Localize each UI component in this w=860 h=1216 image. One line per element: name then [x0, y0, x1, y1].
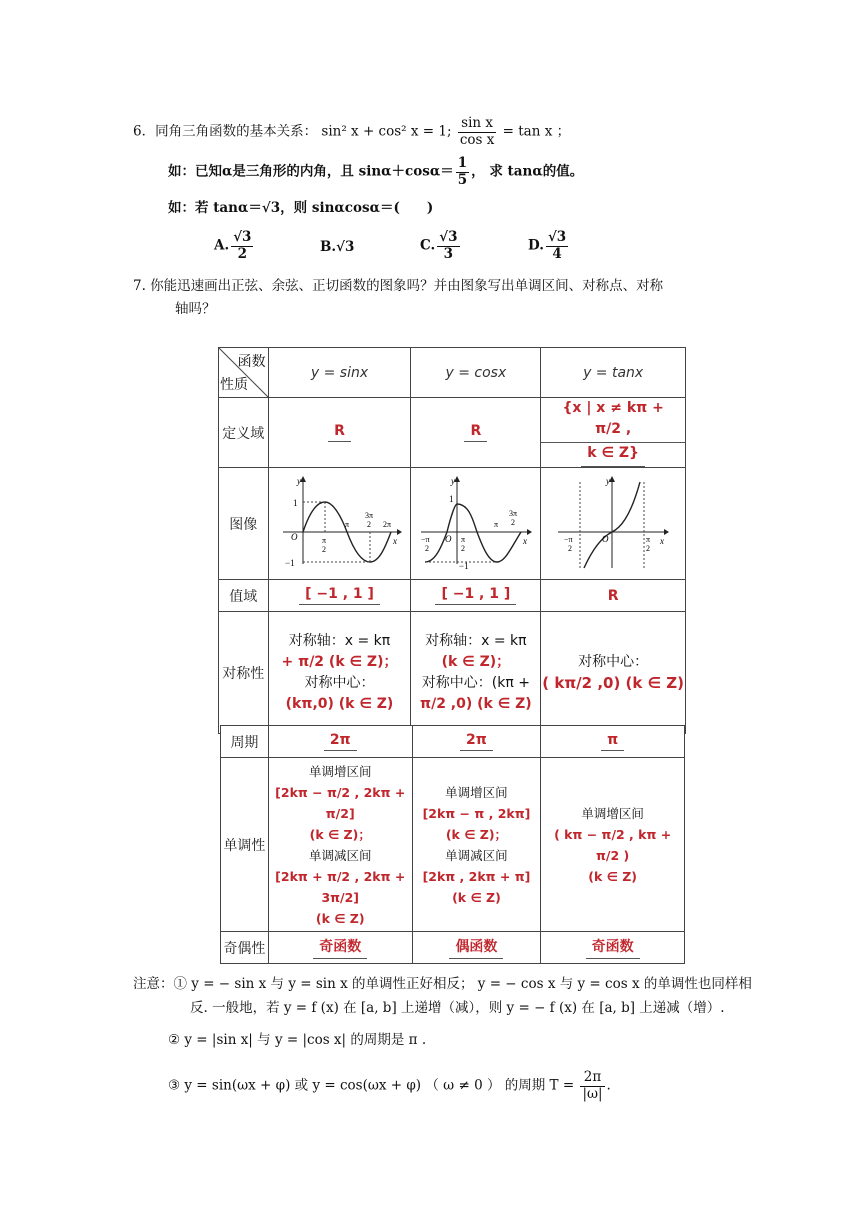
- svg-text:−π: −π: [564, 534, 573, 544]
- header-sin: y = sinx: [268, 348, 411, 398]
- item7-line2: 轴吗？: [175, 301, 216, 317]
- option-b: B.√3: [320, 239, 355, 255]
- row-label-domain: 定义域: [219, 398, 269, 468]
- svg-text:2: 2: [460, 543, 465, 553]
- svg-text:2: 2: [321, 544, 326, 554]
- example2: 如：若 tanα＝√3，则 sinαcosα＝( ): [168, 200, 434, 216]
- range-tan: R: [607, 587, 619, 604]
- tan-fraction: $\frac{\text{sin x}}{\text{cos x}}$: [459, 115, 495, 148]
- monotonic-sin: 单调增区间 [2kπ − π/2 , 2kπ + π/2] (k ∈ Z)； 单调减区间 [2kπ + π/2 , 2kπ + 3π/2] (k ∈ Z): [268, 758, 412, 932]
- monotonic-tan: 单调增区间 ( kπ − π/2 , kπ + π/2 ) (k ∈ Z): [541, 758, 685, 932]
- svg-text:2: 2: [510, 517, 515, 527]
- tan-graph: [554, 472, 672, 572]
- svg-text:3π: 3π: [508, 508, 517, 518]
- cos-graph: [417, 472, 535, 572]
- svg-text:1: 1: [448, 493, 454, 504]
- svg-text:3π: 3π: [364, 510, 373, 520]
- svg-text:π: π: [493, 519, 498, 529]
- note1-line2: 反. 一般地，若 y = f (x) 在 [a, b] 上递增（减），则 y = − f (x) 在 [a, b] 上递减（增）.: [190, 1000, 725, 1016]
- svg-text:2: 2: [424, 543, 429, 553]
- trig-table-top: [218, 347, 686, 734]
- example1: 如：已知α是三角形的内角，且 sinα＋cosα＝ $\frac{1}{5}$ ， 求 tanα的值。: [168, 155, 584, 188]
- option-a: A. $\frac{√3}{2}$: [214, 229, 252, 262]
- item7-line1: 7. 你能迅速画出正弦、余弦、正切函数的图象吗？并由图象写出单调区间、对称点、对称: [133, 278, 664, 294]
- svg-text:π: π: [460, 534, 465, 544]
- svg-text:x: x: [522, 535, 527, 546]
- option-c: C. $\frac{√3}{3}$: [420, 229, 458, 262]
- svg-text:O: O: [602, 533, 609, 544]
- svg-text:−π: −π: [420, 534, 430, 544]
- row-label-graph: 图像: [219, 468, 269, 580]
- svg-text:2π: 2π: [382, 519, 391, 529]
- svg-text:π: π: [344, 519, 349, 529]
- domain-tan-line1: {x | x ≠ kπ + π/2 ,: [541, 398, 685, 443]
- svg-text:y: y: [606, 475, 611, 486]
- row-label-range: 值域: [219, 580, 269, 612]
- parity-cos: 偶函数: [449, 936, 503, 959]
- svg-text:2: 2: [646, 543, 651, 553]
- symmetry-cos: 对称轴：x = kπ (k ∈ Z)； 对称中心：(kπ + π/2 ,0) (k ∈ Z): [411, 612, 541, 734]
- svg-text:−1: −1: [458, 560, 469, 571]
- period-sin: 2π: [324, 732, 357, 751]
- header-cos: y = cosx: [411, 348, 541, 398]
- trig-table-bottom: [220, 725, 685, 964]
- sin-graph: [275, 472, 405, 572]
- svg-text:y: y: [296, 475, 301, 486]
- parity-sin: 奇函数: [313, 936, 367, 959]
- domain-cos: R: [464, 423, 487, 442]
- svg-text:x: x: [392, 535, 397, 546]
- row-label-parity: 奇偶性: [221, 932, 269, 964]
- svg-text:−1: −1: [284, 557, 295, 568]
- parity-tan: 奇函数: [586, 936, 640, 959]
- item6-line: 6．同角三角函数的基本关系： sin² x + cos² x = 1; $\frac{\text{sin x}}{\text{cos x}}$ = tan x ；: [133, 115, 571, 148]
- row-label-period: 周期: [221, 726, 269, 758]
- svg-text:O: O: [290, 531, 297, 542]
- svg-text:2: 2: [366, 519, 371, 529]
- symmetry-tan: 对称中心： ( kπ/2 ,0) (k ∈ Z): [541, 612, 686, 734]
- note1-line1: 注意：① y = − sin x 与 y = sin x 的单调性正好相反； y = − cos x 与 y = cos x 的单调性也同样相: [133, 976, 752, 992]
- note3: ③ y = sin(ωx + φ) 或 y = cos(ωx + φ) （ ω ≠ 0 ） 的周期 T = $\frac{2\pi}{|\omega|}$ .: [168, 1069, 611, 1102]
- svg-text:O: O: [444, 533, 452, 544]
- svg-text:y: y: [450, 475, 455, 486]
- option-d: D. $\frac{√3}{4}$: [528, 229, 567, 262]
- row-label-monotonic: 单调性: [221, 758, 269, 932]
- svg-text:1: 1: [292, 497, 297, 508]
- svg-text:π: π: [646, 534, 651, 544]
- domain-sin: R: [328, 423, 351, 442]
- range-cos: [ −1 , 1 ]: [435, 586, 516, 605]
- svg-text:π: π: [321, 535, 326, 545]
- period-tan: π: [601, 732, 624, 751]
- svg-text:2: 2: [568, 543, 573, 553]
- symmetry-sin: 对称轴：x = kπ + π/2 (k ∈ Z)； 对称中心： (kπ,0) (k ∈ Z): [268, 612, 411, 734]
- corner-cell: 函数 性质: [219, 348, 269, 398]
- range-sin: [ −1 , 1 ]: [299, 586, 380, 605]
- header-tan: y = tanx: [541, 348, 686, 398]
- row-label-symmetry: 对称性: [219, 612, 269, 734]
- period-cos: 2π: [460, 732, 493, 751]
- note2: ② y = |sin x| 与 y = |cos x| 的周期是 π .: [168, 1032, 427, 1048]
- domain-tan-line2: k ∈ Z}: [581, 443, 645, 467]
- monotonic-cos: 单调增区间 [2kπ − π , 2kπ] (k ∈ Z)； 单调减区间 [2kπ , 2kπ + π] (k ∈ Z): [412, 758, 541, 932]
- svg-text:x: x: [660, 535, 665, 546]
